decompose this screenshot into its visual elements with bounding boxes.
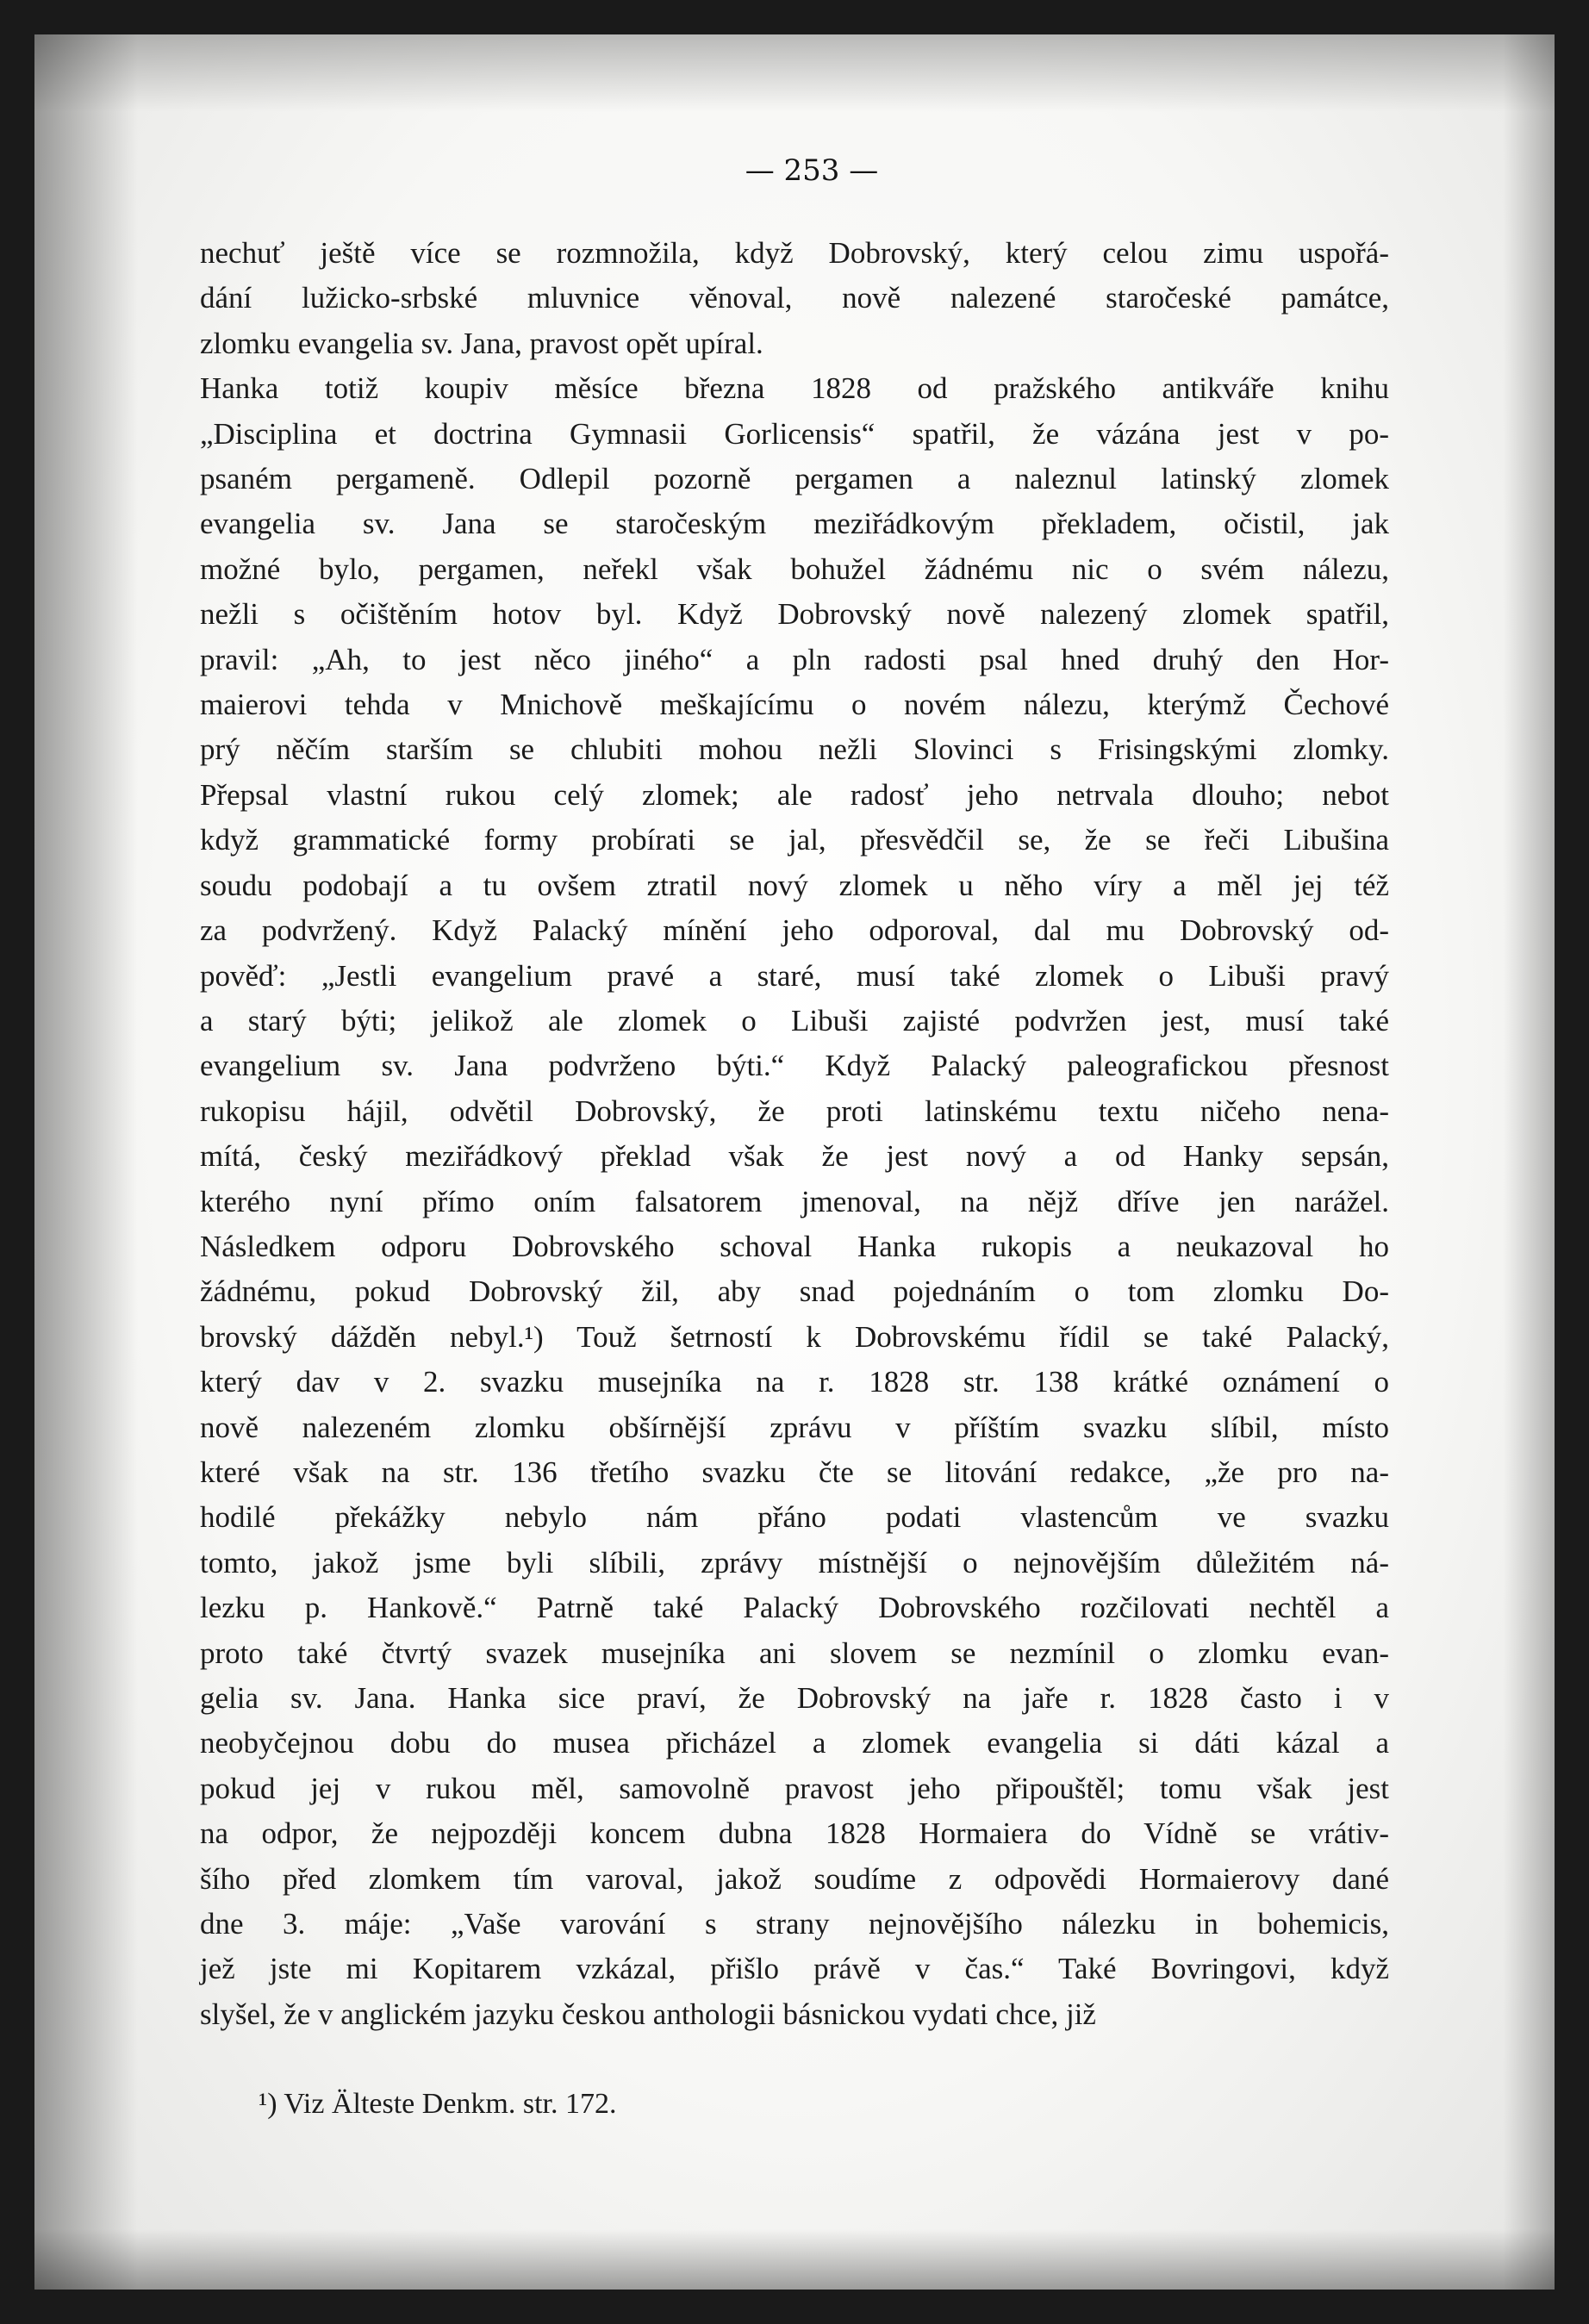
footnote — [259, 2088, 616, 2121]
scan-shadow-bottom — [34, 2229, 1555, 2290]
text-line: Přepsal vlastní rukou celý zlomek; ale radosť jeho netrvala dlouho; nebot — [200, 777, 1389, 812]
text-line: proto také čtvrtý svazek musejníka ani slovem se nezmínil o zlomku evan- — [200, 1636, 1389, 1670]
text-line: žádnému, pokud Dobrovský žil, aby snad pojednáním o tom zlomku Do- — [200, 1274, 1389, 1309]
text-line: které však na str. 136 třetího svazku čte se litování redakce, „že pro na- — [200, 1455, 1389, 1489]
text-line: evangelia sv. Jana se staročeským meziřádkovým překladem, očistil, jak — [200, 507, 1389, 541]
text-line: rukopisu hájil, odvětil Dobrovský, že proti latinskému textu ničeho nena- — [200, 1093, 1389, 1128]
text-line: slyšel, že v anglickém jazyku českou anthologii básnickou vydati chce, již — [200, 1997, 1096, 2031]
text-line: tomto, jakož jsme byli slíbili, zprávy místnější o nejnovějším důležitém ná- — [200, 1545, 1389, 1579]
text-line: Následkem odporu Dobrovského schoval Hanka rukopis a neukazoval ho — [200, 1229, 1389, 1263]
text-line: a starý býti; jelikož ale zlomek o Libuši zajisté podvržen jest, musí také — [200, 1003, 1389, 1037]
text-line: prý něčím starším se chlubiti mohou nežli Slovinci s Frisingskými zlomky. — [200, 732, 1389, 767]
text-line: Hanka totiž koupiv měsíce března 1828 od pražského antikváře knihu — [200, 371, 1389, 406]
text-line: nově nalezeném zlomku obšírnější zprávu v příštím svazku slíbil, místo — [200, 1410, 1389, 1444]
text-line: hodilé překážky nebylo nám přáno podati vlastencům ve svazku — [200, 1500, 1389, 1535]
text-line: mítá, český meziřádkový překlad však že jest nový a od Hanky sepsán, — [200, 1139, 1389, 1174]
scan-shadow-top — [34, 34, 1555, 112]
text-line: neobyčejnou dobu do musea přicházel a zlomek evangelia si dáti kázal a — [200, 1726, 1389, 1760]
text-line: který dav v 2. svazku musejníka na r. 1828 str. 138 krátké oznámení o — [200, 1365, 1389, 1399]
text-line: zlomku evangelia sv. Jana, pravost opět upíral. — [200, 326, 763, 360]
footnote-text: Viz Älteste Denkm. str. 172. — [284, 2088, 617, 2120]
text-line: pravil: „Ah, to jest něco jiného“ a pln radosti psal hned druhý den Hor- — [200, 642, 1389, 676]
text-line: gelia sv. Jana. Hanka sice praví, že Dobrovský na jaře r. 1828 často i v — [200, 1681, 1389, 1715]
text-line: „Disciplina et doctrina Gymnasii Gorlicensis“ spatřil, že vázána jest v po- — [200, 416, 1389, 451]
text-line: lezku p. Hankově.“ Patrně také Palacký Dobrovského rozčilovati nechtěl a — [200, 1591, 1389, 1625]
text-line: maierovi tehda v Mnichově meškajícímu o novém nálezu, kterýmž Čechové — [200, 688, 1389, 722]
text-line: nechuť ještě více se rozmnožila, když Dobrovský, který celou zimu uspořá- — [200, 236, 1389, 270]
page-number: — 253 — — [745, 153, 879, 188]
body-text — [200, 231, 1389, 2037]
text-line: soudu podobají a tu ovšem ztratil nový zlomek u něho víry a měl jej též — [200, 868, 1389, 902]
text-line: za podvržený. Když Palacký mínění jeho odporoval, dal mu Dobrovský od- — [200, 913, 1389, 948]
text-line: pověď: „Jestli evangelium pravé a staré, musí také zlomek o Libuši pravý — [200, 958, 1389, 993]
text-line: brovský dážděn nebyl.¹) Touž šetrností k Dobrovskému řídil se také Palacký, — [200, 1319, 1389, 1354]
text-line: jež jste mi Kopitarem vzkázal, přišlo právě v čas.“ Také Bovringovi, když — [200, 1952, 1389, 1986]
scan-shadow-right — [1503, 34, 1555, 2290]
scan-shadow-left — [34, 34, 138, 2290]
text-line: kterého nyní přímo oním falsatorem jmenoval, na nějž dříve jen narážel. — [200, 1184, 1389, 1218]
text-line: dání lužicko-srbské mluvnice věnoval, nově nalezené staročeské památce, — [200, 281, 1389, 315]
text-line: evangelium sv. Jana podvrženo býti.“ Když Palacký paleografickou přesnost — [200, 1049, 1389, 1083]
text-line: dne 3. máje: „Vaše varování s strany nejnovějšího nálezku in bohemicis, — [200, 1907, 1389, 1941]
text-line: pokud jej v rukou měl, samovolně pravost jeho připouštěl; tomu však jest — [200, 1771, 1389, 1805]
text-line: možné bylo, pergamen, neřekl však bohužel žádnému nic o svém nálezu, — [200, 551, 1389, 586]
text-line: když grammatické formy probírati se jal, přesvědčil se, že se řeči Libušina — [200, 823, 1389, 857]
footnote-marker: ¹) — [259, 2088, 277, 2120]
text-line: nežli s očištěním hotov byl. Když Dobrovský nově nalezený zlomek spatřil, — [200, 597, 1389, 632]
text-line: šího před zlomkem tím varoval, jakož soudíme z odpovědi Hormaierovy dané — [200, 1861, 1389, 1896]
text-line: na odpor, že nejpozději koncem dubna 1828 Hormaiera do Vídně se vrátiv- — [200, 1816, 1389, 1851]
text-line: psaném pergameně. Odlepil pozorně pergamen a naleznul latinský zlomek — [200, 462, 1389, 496]
